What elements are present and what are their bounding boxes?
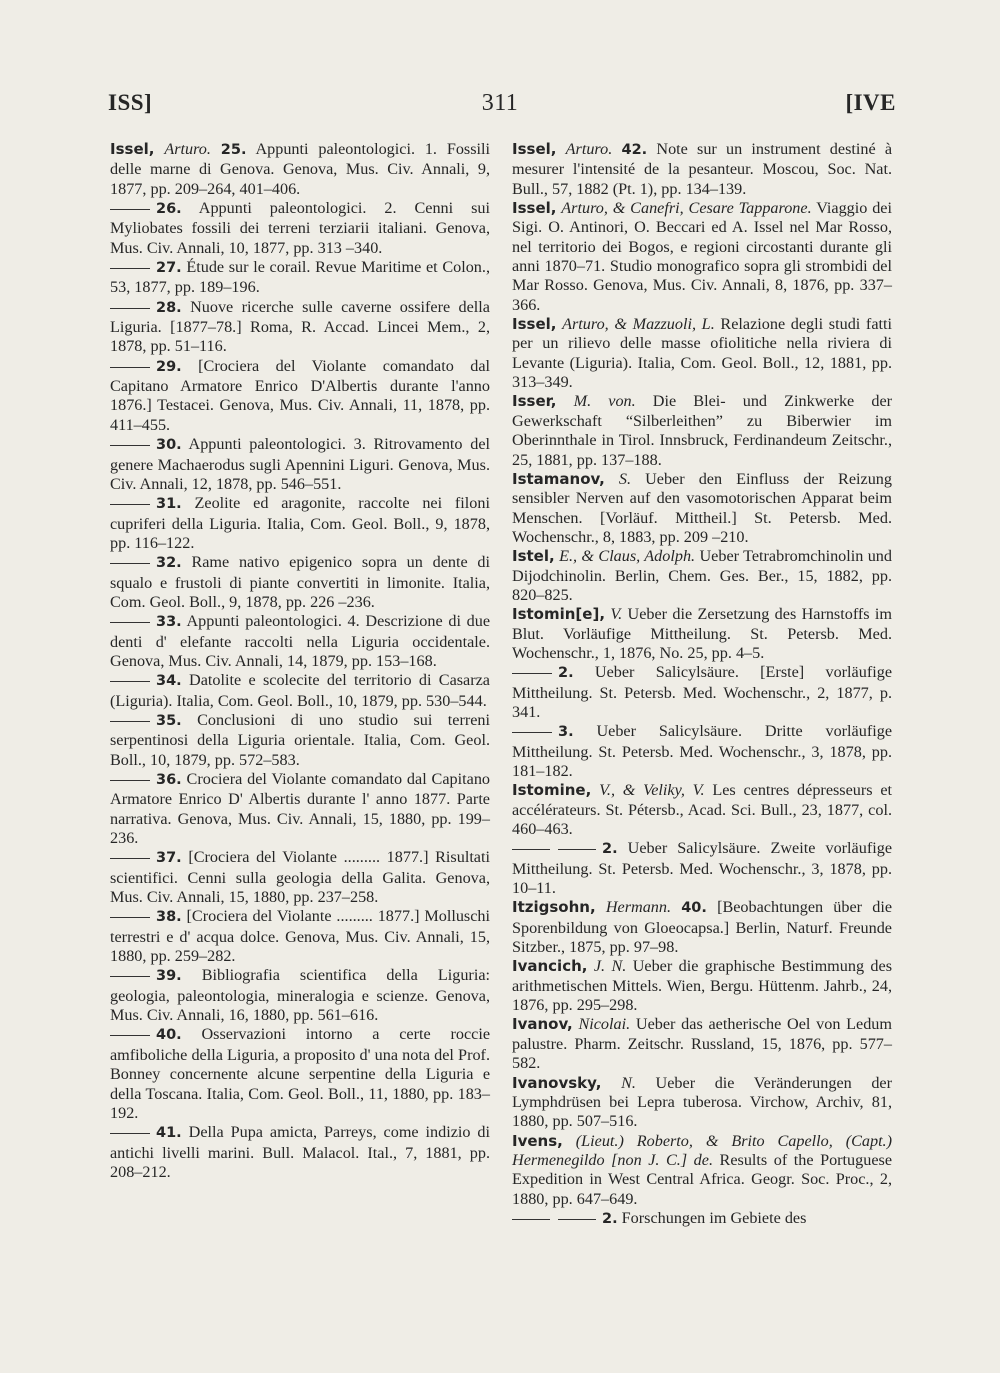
ditto-rule <box>110 1133 150 1134</box>
entry-number: 2. <box>558 665 574 682</box>
entry-text: Appunti paleontologici. 4. Descrizione di due denti d' elefante raccolti nella Liguria occidentale. Genova, Mus. Civ. Annali, 14, 1879, pp. 153–168. <box>110 612 490 670</box>
bibliography-entry <box>512 722 892 781</box>
author-given: Arturo. <box>565 140 613 158</box>
entry-number: 35. <box>156 712 182 729</box>
bibliography-entry <box>110 435 490 494</box>
entry-number: 30. <box>156 437 182 454</box>
ditto-rule <box>512 673 552 674</box>
entry-text: Relazione degli studi fatti per un rilievo delle masse ofiolitiche nella riviera di Levante (Liguria). Italia, Com. Geol. Boll., 12, 1881, pp. 313–349. <box>512 315 893 392</box>
entry-text: [Crociera del Violante comandato dal Capitano Armatore Enrico D'Albertis durante l'anno 1876.] Testacei. Genova, Mus. Civ. Annali, 11, 1878, pp. 411–455. <box>110 356 490 434</box>
bibliography-entry <box>512 663 892 722</box>
bibliography-entry <box>512 605 892 663</box>
ditto-rule <box>512 849 550 850</box>
author-surname: Issel, <box>110 140 155 158</box>
entry-number: 28. <box>156 299 182 316</box>
entry-number: 32. <box>156 555 182 572</box>
ditto-rule <box>110 308 150 309</box>
entry-text: Viaggio dei Sigi. O. Antinori, O. Beccari ed A. Issel nel Mar Rosso, nel territorio dei Bogos, e regioni circostanti durante gli anni 1870–71. Studio monografico sopra gli strombidi del Mar Rosso. Genova, Mus. Civ. Annali, 8, 1876, pp. 337–366. <box>512 199 892 314</box>
ditto-rule <box>110 780 150 781</box>
author-surname: Ivanovsky, <box>512 1073 602 1092</box>
bibliography-entry <box>512 839 892 898</box>
entry-text: Ueber das aetherische Oel von Ledum palustre. Pharm. Zeitschr. Russland, 15, 1876, pp. 577–582. <box>512 1015 892 1073</box>
entry-number: 25. <box>220 142 247 158</box>
bibliography-entry <box>110 1123 490 1182</box>
ditto-rule <box>512 1219 550 1220</box>
ditto-rule <box>110 563 150 564</box>
author-surname: Isser, <box>512 392 557 411</box>
bibliography-entry <box>512 1209 892 1229</box>
ditto-rule <box>110 504 150 505</box>
entry-text: Ueber die graphische Bestimmung des arithmetischen Mittels. Wien, Bergu. Hüttenm. Jahrb., 24, 1876, pp. 295–298. <box>512 957 893 1015</box>
entry-text: Datolite e scolecite del territorio di Casarza (Liguria). Italia, Com. Geol. Boll., 10, 1879, pp. 530–544. <box>110 671 490 710</box>
ditto-rule <box>110 268 150 269</box>
author-given: V., & Veliky, V. <box>599 781 705 800</box>
entry-text: Appunti paleontologici. 2. Cenni sui Myliobates fossili dei terreni terziarii italiani. Genova, Mus. Civ. Annali, 10, 1877, pp. 313 –340. <box>110 199 490 257</box>
entry-number: 29. <box>156 358 182 375</box>
author-surname: Itzigsohn, <box>512 898 596 917</box>
author-surname: Istamanov, <box>512 469 605 488</box>
entry-text: Ueber die Veränderungen der Lymphdrüsen bei Lepra tuberosa. Virchow, Archiv, 81, 1880, pp. 507–516. <box>512 1073 893 1131</box>
entry-number: 41. <box>156 1125 182 1142</box>
author-surname: Istel, <box>512 547 555 566</box>
entry-text: Die Blei- und Zinkwerke der Gewerkschaft “Silberleithen” zu Biberwier im Oberinnthale in Tirol. Innsbruck, Ferdinandeum Zeitschr., 25, 1881, pp. 137–188. <box>512 392 893 469</box>
ditto-rule <box>558 849 596 850</box>
author-given: M. von. <box>573 392 636 411</box>
bibliography-entry <box>110 553 490 612</box>
author-given: N. <box>621 1073 636 1092</box>
entry-text: Ueber Tetrabromchinolin und Dijodchinolin. Berlin, Chem. Ges. Ber., 15, 1882, pp. 820–825. <box>512 547 892 604</box>
ditto-rule <box>512 732 552 733</box>
author-given: V. <box>610 605 623 624</box>
entry-text: Bibliografia scientifica della Liguria: geologia, paleontologia, mineralogia e scienze. Genova, Mus. Civ. Annali, 16, 1880, pp. 561–616. <box>110 966 490 1025</box>
entry-number: 36. <box>156 772 182 788</box>
header-right: [IVE <box>845 90 896 115</box>
author-surname: Issel, <box>512 140 557 158</box>
ditto-rule <box>110 367 150 368</box>
right-column <box>512 140 892 1229</box>
author-given: Arturo, & Mazzuoli, L. <box>562 315 715 334</box>
bibliography-entry <box>110 612 490 671</box>
entry-number: 26. <box>156 201 182 218</box>
entry-text: Ueber Salicylsäure. [Erste] vorläufige Mittheilung. St. Petersb. Med. Wochenschr., 2, 1877, p. 341. <box>512 663 892 721</box>
entry-text: Rame nativo epigenico sopra un dente di squalo e frustoli di piante convertiti in limonite. Italia, Com. Geol. Boll., 9, 1878, pp. 226 –236. <box>110 553 491 611</box>
bibliography-entry <box>512 898 892 957</box>
entry-text: Note sur un instrument destiné à mesurer l'intensité de la pesanteur. Moscou, Soc. Nat. Bull., 57, 1882 (Pt. 1), pp. 134–139. <box>512 140 893 198</box>
bibliography-entry <box>512 470 892 547</box>
entry-text: Ueber die Zersetzung des Harnstoffs im Blut. Vorläufige Mittheilung. St. Petersb. Med. Wochenschr., 1, 1876, No. 25, pp. 4–5. <box>512 605 893 662</box>
entry-number: 40. <box>681 900 707 917</box>
ditto-rule <box>110 721 150 722</box>
entry-text: Results of the Portuguese Expedition in West Central Africa. Geogr. Soc. Proc., 2, 1880, pp. 647–649. <box>512 1150 892 1208</box>
bibliography-entry <box>512 957 892 1015</box>
bibliography-entry <box>110 199 490 258</box>
bibliography-entry <box>110 907 490 966</box>
bibliography-entry <box>512 199 892 315</box>
author-given: Hermann. <box>605 898 672 917</box>
entry-text: Zeolite ed aragonite, raccolte nei filoni cupriferi della Liguria. Italia, Com. Geol. Boll., 9, 1878, pp. 116–122. <box>110 494 490 552</box>
entry-number: 3. <box>558 724 574 741</box>
entry-text: [Crociera del Violante ......... 1877.] Risultati scientifici. Cenni sulla geologia della Galita. Genova, Mus. Civ. Annali, 15, 1880, pp. 237–258. <box>110 848 490 907</box>
entry-text: Nuove ricerche sulle caverne ossifere della Liguria. [1877–78.] Roma, R. Accad. Lincei Mem., 2, 1878, pp. 51–116. <box>110 297 490 356</box>
bibliography-entry <box>110 966 490 1025</box>
header-left: ISS] <box>108 90 153 115</box>
entry-text: Étude sur le corail. Revue Maritime et Colon., 53, 1877, pp. 189–196. <box>110 258 490 297</box>
ditto-rule <box>558 1219 596 1220</box>
author-surname: Ivancich, <box>512 957 588 976</box>
bibliography-entry <box>110 711 490 770</box>
author-surname: Issel, <box>512 199 557 218</box>
bibliography-entry <box>110 1025 490 1123</box>
bibliography-entry <box>512 140 892 199</box>
author-given: J. N. <box>593 957 627 976</box>
entry-number: 2. <box>602 1210 618 1227</box>
entry-text: Della Pupa amicta, Parreys, come indizio di antichi livelli marini. Bull. Malacol. Ital., 7, 1881, pp. 208–212. <box>110 1123 490 1181</box>
bibliography-entry <box>512 1132 892 1209</box>
author-surname: Issel, <box>512 315 557 334</box>
bibliography-entry <box>110 848 490 907</box>
ditto-rule <box>110 681 150 682</box>
entry-text: Ueber Salicylsäure. Dritte vorläufige Mittheilung. St. Petersb. Med. Wochenschr., 3, 1878, pp. 181–182. <box>512 722 893 780</box>
bibliography-entry <box>512 1074 892 1132</box>
author-given: Arturo, & Canefri, Cesare Tapparone. <box>561 199 812 218</box>
author-given: S. <box>618 469 632 488</box>
page-number: 311 <box>481 90 519 116</box>
bibliography-entry <box>110 770 490 848</box>
bibliography-entry <box>110 258 490 298</box>
author-surname: Istomine, <box>512 781 592 800</box>
entry-number: 33. <box>156 614 182 631</box>
author-given: (Lieut.) Roberto, & Brito Capello, (Capt.) Hermenegildo [non J. C.] de. <box>512 1131 892 1169</box>
ditto-rule <box>110 917 150 918</box>
entry-text: [Beobachtungen über die Sporenbildung von Gloeocapsa.] Berlin, Naturf. Freunde Sitzber., 1875, pp. 97–98. <box>512 898 893 957</box>
entry-text: Appunti paleontologici. 3. Ritrovamento del genere Machaerodus sugli Apennini Liguri. Genova, Mus. Civ. Annali, 12, 1878, pp. 546–551. <box>110 435 490 493</box>
author-given: E., & Claus, Adolph. <box>559 547 696 566</box>
bibliography-entry <box>512 781 892 839</box>
author-surname: Istomin[e], <box>512 605 606 624</box>
author-surname: Ivanov, <box>512 1015 573 1034</box>
bibliography-entry <box>512 1015 892 1073</box>
bibliography-entry <box>110 298 490 357</box>
ditto-rule <box>110 209 150 210</box>
entry-text: [Crociera del Violante ......... 1877.] Molluschi terrestri e d' acqua dolce. Genova, Mus. Civ. Annali, 15, 1880, pp. 259–282. <box>110 907 490 966</box>
ditto-rule <box>110 445 150 446</box>
bibliography-entry <box>512 392 892 469</box>
entry-number: 37. <box>156 850 182 867</box>
entry-number: 42. <box>621 142 648 158</box>
ditto-rule <box>110 976 150 977</box>
entry-number: 2. <box>602 841 618 858</box>
entry-number: 39. <box>156 968 182 985</box>
bibliography-entry <box>512 315 892 392</box>
author-given: Nicolai. <box>578 1015 631 1034</box>
ditto-rule <box>110 622 150 623</box>
entry-text: Appunti paleontologici. 1. Fossili delle marne di Genova. Genova, Mus. Civ. Annali, 9, 1877, pp. 209–264, 401–406. <box>110 140 491 198</box>
bibliography-entry <box>512 547 892 605</box>
left-column <box>110 140 490 1182</box>
entry-number: 34. <box>156 673 182 690</box>
entry-text: Ueber den Einfluss der Reizung sensibler Nerven auf den vasomotorischen Apparat beim Menschen. [Vorläuf. Mittheil.] St. Petersb. Med. Wochenschr., 8, 1883, pp. 209 –210. <box>512 469 892 546</box>
ditto-rule <box>110 858 150 859</box>
entry-text: Les centres dépresseurs et accélérateurs. St. Pétersb., Acad. Sci. Bull., 23, 1877, col. 460–463. <box>512 781 893 839</box>
author-surname: Ivens, <box>512 1131 563 1150</box>
entry-number: 27. <box>156 260 182 277</box>
entry-text: Osservazioni intorno a certe roccie amfiboliche della Liguria, a proposito d' una nota del Prof. Bonney concernente alcune serpentine della Liguria e della Toscana. Italia, Com. Geol. Boll., 11, 1880, pp. 183–192. <box>110 1025 491 1122</box>
ditto-rule <box>110 1035 150 1036</box>
entry-text: Crociera del Violante comandato dal Capitano Armatore Enrico D' Albertis durante l' anno 1877. Parte narrativa. Genova, Mus. Civ. Annali, 15, 1880, pp. 199–236. <box>110 770 491 848</box>
entry-number: 31. <box>156 496 182 513</box>
author-given: Arturo. <box>164 140 211 158</box>
entry-number: 38. <box>156 909 182 926</box>
entry-text: Forschungen im Gebiete des <box>621 1208 807 1227</box>
bibliography-entry <box>110 140 490 199</box>
entry-text: Conclusioni di uno studio sui terreni serpentinosi della Liguria orientale. Italia, Com. Geol. Boll., 10, 1879, pp. 572–583. <box>110 710 490 769</box>
bibliography-entry <box>110 494 490 553</box>
bibliography-entry <box>110 671 490 711</box>
entry-text: Ueber Salicylsäure. Zweite vorläufige Mittheilung. St. Petersb. Med. Wochenschr., 3, 1878, pp. 10–11. <box>512 839 893 898</box>
bibliography-entry <box>110 357 490 435</box>
entry-number: 40. <box>156 1027 182 1044</box>
